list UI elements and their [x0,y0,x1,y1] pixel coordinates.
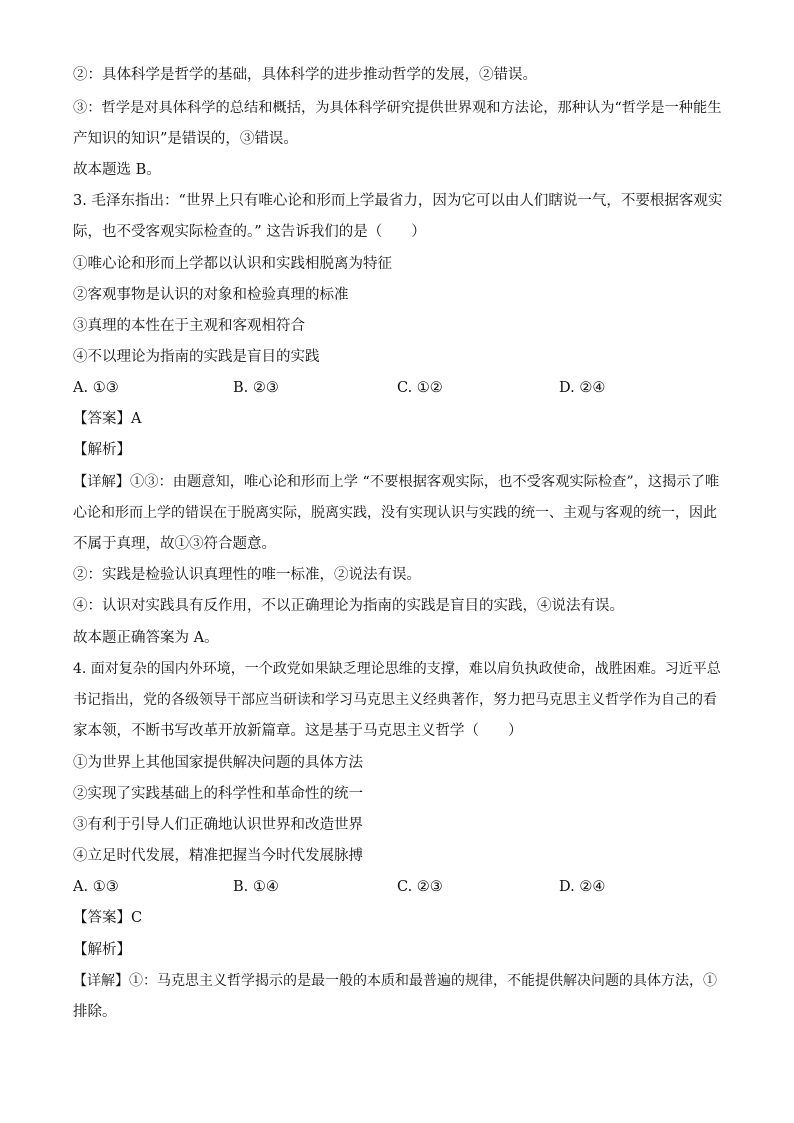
q4-option-a: A. ①③ [73,879,119,895]
q3-option-d: D. ②④ [559,380,606,396]
q3-conclusion: 故本题正确答案为 A。 [73,630,219,646]
q4-option-d: D. ②④ [559,879,606,895]
q3-detail-line-3: 不属于真理，故①③符合题意。 [73,536,276,552]
q4-item-4: ④立足时代发展，精准把握当今时代发展脉搏 [73,848,363,864]
q3-detail-line-1: 【详解】①③：由题意知，唯心论和形而上学 “不要根据客观实际，也不受客观实际检查”，这揭示了唯 [73,474,720,490]
q3-option-b: B. ②③ [233,380,279,396]
q4-item-1: ①为世界上其他国家提供解决问题的具体方法 [73,755,363,771]
q3-answer: 【答案】A [73,411,142,427]
q3-analysis-label: 【解析】 [73,442,131,458]
q2-conclusion: 故本题选 B。 [73,162,161,178]
q3-item-3: ③真理的本性在于主观和客观相符合 [73,318,305,334]
q3-detail-line-4: ②：实践是检验认识真理性的唯一标准，②说法有误。 [73,567,421,583]
q4-option-c: C. ②③ [397,879,443,895]
q3-options [73,377,728,399]
q3-item-4: ④不以理论为指南的实践是盲目的实践 [73,349,320,365]
q4-stem-line-1: 4. 面对复杂的国内外环境，一个政党如果缺乏理论思维的支撑，难以肩负执政使命，战胜困难。习近平总 [73,661,721,677]
q3-stem-line-2: 际，也不受客观实际检查的。” 这告诉我们的是（ ） [73,224,426,240]
q3-detail-line-5: ④：认识对实践具有反作用，不以正确理论为指南的实践是盲目的实践，④说法有误。 [73,598,624,614]
q4-stem-line-2: 书记指出，党的各级领导干部应当研读和学习马克思主义经典著作，努力把马克思主义哲学作为自己的看 [73,692,717,708]
q3-stem-line-1: 3. 毛泽东指出：“世界上只有唯心论和形而上学最省力，因为它可以由人们瞎说一气，不要根据客观实 [73,193,723,209]
q2-analysis-line-2: ③：哲学是对具体科学的总结和概括，为具体科学研究提供世界观和方法论，那种认为“哲学是一种能生 [73,100,722,116]
q4-analysis-label: 【解析】 [73,942,131,958]
q2-analysis-line-1: ②：具体科学是哲学的基础，具体科学的进步推动哲学的发展，②错误。 [73,67,537,83]
q4-detail-line-2: 排除。 [73,1004,117,1020]
q4-stem-line-3: 家本领，不断书写改革开放新篇章。这是基于马克思主义哲学（ ） [73,723,523,739]
q2-analysis-line-3: 产知识的知识”是错误的，③错误。 [73,131,298,147]
q4-options [73,876,728,898]
q4-option-b: B. ①④ [233,879,279,895]
q3-option-a: A. ①③ [73,380,119,396]
q3-detail-line-2: 心论和形而上学的错误在于脱离实际，脱离实践，没有实现认识与实践的统一、主观与客观的统一，因此 [73,505,717,521]
q3-option-c: C. ①② [397,380,443,396]
q4-item-3: ③有利于引导人们正确地认识世界和改造世界 [73,817,363,833]
q4-item-2: ②实现了实践基础上的科学性和革命性的统一 [73,786,363,802]
q3-item-1: ①唯心论和形而上学都以认识和实践相脱离为特征 [73,256,392,272]
q4-detail-line-1: 【详解】①：马克思主义哲学揭示的是最一般的本质和最普遍的规律，不能提供解决问题的具体方法，① [73,973,717,989]
q4-answer: 【答案】C [73,910,143,926]
q3-item-2: ②客观事物是认识的对象和检验真理的标准 [73,287,349,303]
